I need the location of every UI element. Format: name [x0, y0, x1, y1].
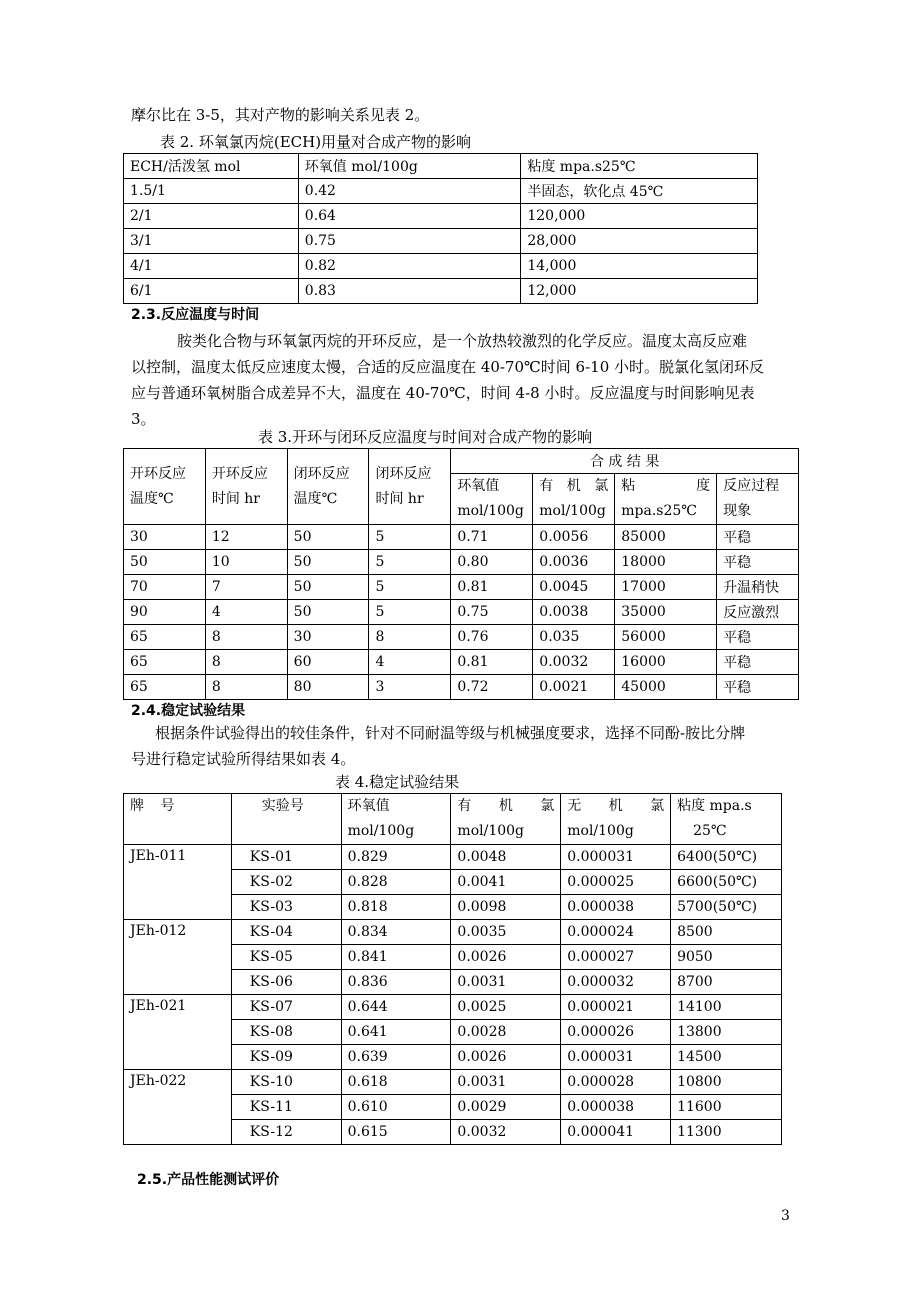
table-cell: 2/1: [124, 204, 299, 229]
table-row: [124, 650, 799, 675]
table-cell: 11600: [671, 1095, 782, 1120]
table-cell: 平稳: [717, 525, 799, 550]
section-heading-2-4: 2.4.稳定试验结果: [131, 703, 246, 719]
table-cell: 50: [287, 575, 369, 600]
table-header-cell: 反应过程 现象: [717, 474, 799, 525]
table-cell: 85000: [615, 525, 717, 550]
table-cell: 16000: [615, 650, 717, 675]
table-cell: 0.0056: [533, 525, 615, 550]
table-cell: 18000: [615, 550, 717, 575]
table-cell: 30: [124, 525, 206, 550]
section-heading-2-5: 2.5.产品性能测试评价: [137, 1172, 280, 1188]
table-cell: 17000: [615, 575, 717, 600]
brand-cell: JEh-021: [124, 995, 232, 1070]
table-cell: KS-09: [231, 1045, 341, 1070]
table-cell: KS-02: [231, 870, 341, 895]
table-cell: 35000: [615, 600, 717, 625]
table-cell: 0.000027: [561, 945, 671, 970]
table-cell: 50: [287, 550, 369, 575]
table-cell: KS-08: [231, 1020, 341, 1045]
table-cell: 50: [124, 550, 206, 575]
table-header-cell: 环氧值 mol/100g: [298, 154, 521, 179]
table-cell: 14,000: [521, 254, 758, 279]
table-cell: 0.000024: [561, 920, 671, 945]
table-header-row: [124, 449, 799, 474]
table-row: [124, 845, 782, 870]
table-cell: 12: [205, 525, 287, 550]
table-cell: 4/1: [124, 254, 299, 279]
table-cell: 0.841: [341, 945, 451, 970]
table-cell: 0.000032: [561, 970, 671, 995]
table-cell: KS-03: [231, 895, 341, 920]
table-cell: 65: [124, 650, 206, 675]
table-cell: 120,000: [521, 204, 758, 229]
table-cell: 0.81: [451, 575, 533, 600]
table-cell: 0.834: [341, 920, 451, 945]
table-cell: 0.0035: [451, 920, 561, 945]
table-cell: 升温稍快: [717, 575, 799, 600]
table-cell: 8700: [671, 970, 782, 995]
table-cell: 6600(50℃): [671, 870, 782, 895]
table-cell: 1.5/1: [124, 179, 299, 204]
brand-cell: JEh-012: [124, 920, 232, 995]
table-cell: 0.0045: [533, 575, 615, 600]
paragraph-line: 以控制，温度太低反应速度太慢，合适的反应温度在 40-70℃时间 6-10 小时。脱氯化氢闭环反: [131, 358, 765, 376]
table-cell: KS-04: [231, 920, 341, 945]
paragraph-line: 根据条件试验得出的较佳条件，针对不同耐温等级与机械强度要求，选择不同酚-胺比分牌: [155, 724, 746, 742]
table-header-cell: 闭环反应 时间 hr: [369, 449, 451, 525]
table-cell: 3: [369, 675, 451, 700]
table3-caption: 表 3.开环与闭环反应温度与时间对合成产物的影响: [258, 428, 593, 446]
paragraph-line: 应与普通环氧树脂合成差异不大，温度在 40-70℃，时间 4-8 小时。反应温度与时间影响见表: [131, 384, 755, 402]
table-cell: 0.81: [451, 650, 533, 675]
table2-caption: 表 2. 环氧氯丙烷(ECH)用量对合成产物的影响: [160, 133, 472, 151]
table-cell: 0.0028: [451, 1020, 561, 1045]
table-row: [124, 625, 799, 650]
table-group-header: 合 成 结 果: [451, 449, 799, 474]
table-cell: 0.000026: [561, 1020, 671, 1045]
table-header-cell: 粘度 mpa.s25℃: [521, 154, 758, 179]
table-row: [124, 600, 799, 625]
table-cell: 0.0032: [451, 1120, 561, 1145]
table-cell: 6/1: [124, 279, 299, 304]
table-cell: 0.000031: [561, 845, 671, 870]
table-cell: 0.818: [341, 895, 451, 920]
table-cell: 8: [205, 675, 287, 700]
table-row: [124, 1070, 782, 1095]
table-cell: 5: [369, 525, 451, 550]
table-cell: 28,000: [521, 229, 758, 254]
table-cell: 5: [369, 575, 451, 600]
table-cell: 8: [369, 625, 451, 650]
table4: [123, 793, 782, 1145]
table-header-cell: 开环反应 时间 hr: [205, 449, 287, 525]
table-cell: 7: [205, 575, 287, 600]
table-cell: 0.0026: [451, 945, 561, 970]
table-cell: 90: [124, 600, 206, 625]
table-row: [124, 254, 758, 279]
table-row: [124, 575, 799, 600]
table-cell: 50: [287, 525, 369, 550]
table-header-cell: 环氧值 mol/100g: [341, 794, 451, 845]
table-cell: KS-06: [231, 970, 341, 995]
table-cell: KS-07: [231, 995, 341, 1020]
table-cell: 4: [205, 600, 287, 625]
table-cell: 0.610: [341, 1095, 451, 1120]
table-cell: 平稳: [717, 650, 799, 675]
table-cell: 0.0038: [533, 600, 615, 625]
table-cell: 平稳: [717, 625, 799, 650]
table-cell: 0.75: [451, 600, 533, 625]
table-cell: 14100: [671, 995, 782, 1020]
page-number: 3: [781, 1208, 790, 1224]
table-cell: 0.828: [341, 870, 451, 895]
table-cell: 0.64: [298, 204, 521, 229]
table-cell: KS-01: [231, 845, 341, 870]
table-cell: 5: [369, 600, 451, 625]
table-cell: 0.0036: [533, 550, 615, 575]
table-header-row: [124, 154, 758, 179]
table-header-cell: 牌 号: [124, 794, 232, 845]
table-cell: 5: [369, 550, 451, 575]
table-cell: 11300: [671, 1120, 782, 1145]
table-cell: 0.000038: [561, 1095, 671, 1120]
table-header-cell: 有机氯 mol/100g: [451, 794, 561, 845]
intro-line: 摩尔比在 3-5，其对产物的影响关系见表 2。: [131, 106, 430, 124]
table-cell: 8: [205, 625, 287, 650]
brand-cell: JEh-011: [124, 845, 232, 920]
table-cell: 0.035: [533, 625, 615, 650]
table-cell: 0.71: [451, 525, 533, 550]
table-row: [124, 229, 758, 254]
paragraph-line: 3。: [131, 410, 156, 428]
table-cell: 0.82: [298, 254, 521, 279]
table-cell: 0.829: [341, 845, 451, 870]
table-cell: 6400(50℃): [671, 845, 782, 870]
table-cell: 0.0032: [533, 650, 615, 675]
table-row: [124, 675, 799, 700]
table-cell: 4: [369, 650, 451, 675]
table-cell: 30: [287, 625, 369, 650]
table-cell: 10: [205, 550, 287, 575]
table-row: [124, 279, 758, 304]
table-cell: 0.0029: [451, 1095, 561, 1120]
table-cell: 0.000021: [561, 995, 671, 1020]
table-cell: 0.0021: [533, 675, 615, 700]
table-cell: 0.0048: [451, 845, 561, 870]
table-header-cell: 闭环反应 温度℃: [287, 449, 369, 525]
table-cell: KS-12: [231, 1120, 341, 1145]
table-header-cell: 实验号: [231, 794, 341, 845]
table-cell: 0.000031: [561, 1045, 671, 1070]
table-cell: 平稳: [717, 675, 799, 700]
table-cell: 0.000038: [561, 895, 671, 920]
table-cell: 0.83: [298, 279, 521, 304]
table-cell: 50: [287, 600, 369, 625]
table-cell: 13800: [671, 1020, 782, 1045]
table-cell: 0.644: [341, 995, 451, 1020]
table-cell: 65: [124, 675, 206, 700]
table-row: [124, 525, 799, 550]
table-cell: 8: [205, 650, 287, 675]
table-cell: 0.76: [451, 625, 533, 650]
table-cell: 70: [124, 575, 206, 600]
table-cell: KS-05: [231, 945, 341, 970]
table-cell: 5700(50℃): [671, 895, 782, 920]
table3: [123, 448, 799, 700]
table-row: [124, 179, 758, 204]
table-header-cell: 粘度 mpa.s 25℃: [671, 794, 782, 845]
table-cell: 0.618: [341, 1070, 451, 1095]
table-row: [124, 204, 758, 229]
table-header-cell: 环氧值 mol/100g: [451, 474, 533, 525]
table-cell: 0.0031: [451, 1070, 561, 1095]
table-cell: KS-11: [231, 1095, 341, 1120]
brand-cell: JEh-022: [124, 1070, 232, 1145]
table-cell: 0.0025: [451, 995, 561, 1020]
table-cell: 12,000: [521, 279, 758, 304]
table-cell: 0.0026: [451, 1045, 561, 1070]
paragraph-line: 号进行稳定试验所得结果如表 4。: [131, 750, 356, 768]
table-cell: 0.836: [341, 970, 451, 995]
table-cell: 0.75: [298, 229, 521, 254]
table-row: [124, 995, 782, 1020]
table-cell: 0.615: [341, 1120, 451, 1145]
table-cell: 0.000025: [561, 870, 671, 895]
table-cell: 45000: [615, 675, 717, 700]
table-cell: 80: [287, 675, 369, 700]
table-row: [124, 920, 782, 945]
table-header-cell: ECH/活泼氢 mol: [124, 154, 299, 179]
table-cell: 0.0041: [451, 870, 561, 895]
table-header-row: [124, 794, 782, 845]
table-cell: 平稳: [717, 550, 799, 575]
table4-caption: 表 4.稳定试验结果: [335, 773, 460, 791]
table-cell: 60: [287, 650, 369, 675]
table-cell: 65: [124, 625, 206, 650]
paragraph-line: 胺类化合物与环氧氯丙烷的开环反应，是一个放热较激烈的化学反应。温度太高反应难: [177, 332, 748, 350]
table-header-cell: 无机氯 mol/100g: [561, 794, 671, 845]
table2: [123, 153, 758, 304]
table-cell: 9050: [671, 945, 782, 970]
table-cell: 0.0098: [451, 895, 561, 920]
table-cell: 0.000041: [561, 1120, 671, 1145]
table-cell: 0.000028: [561, 1070, 671, 1095]
table-header-cell: 粘度 mpa.s25℃: [615, 474, 717, 525]
section-heading-2-3: 2.3.反应温度与时间: [131, 307, 260, 323]
table-cell: 0.0031: [451, 970, 561, 995]
table-cell: KS-10: [231, 1070, 341, 1095]
table-header-cell: 开环反应 温度℃: [124, 449, 206, 525]
table-cell: 0.639: [341, 1045, 451, 1070]
table-row: [124, 550, 799, 575]
table-cell: 反应激烈: [717, 600, 799, 625]
table-cell: 56000: [615, 625, 717, 650]
table-header-cell: 有机氯 mol/100g: [533, 474, 615, 525]
table-cell: 0.72: [451, 675, 533, 700]
table-cell: 10800: [671, 1070, 782, 1095]
table-cell: 0.42: [298, 179, 521, 204]
table-cell: 14500: [671, 1045, 782, 1070]
table-cell: 3/1: [124, 229, 299, 254]
table-cell: 0.80: [451, 550, 533, 575]
table-cell: 半固态，软化点 45℃: [521, 179, 758, 204]
table-cell: 0.641: [341, 1020, 451, 1045]
table-cell: 8500: [671, 920, 782, 945]
